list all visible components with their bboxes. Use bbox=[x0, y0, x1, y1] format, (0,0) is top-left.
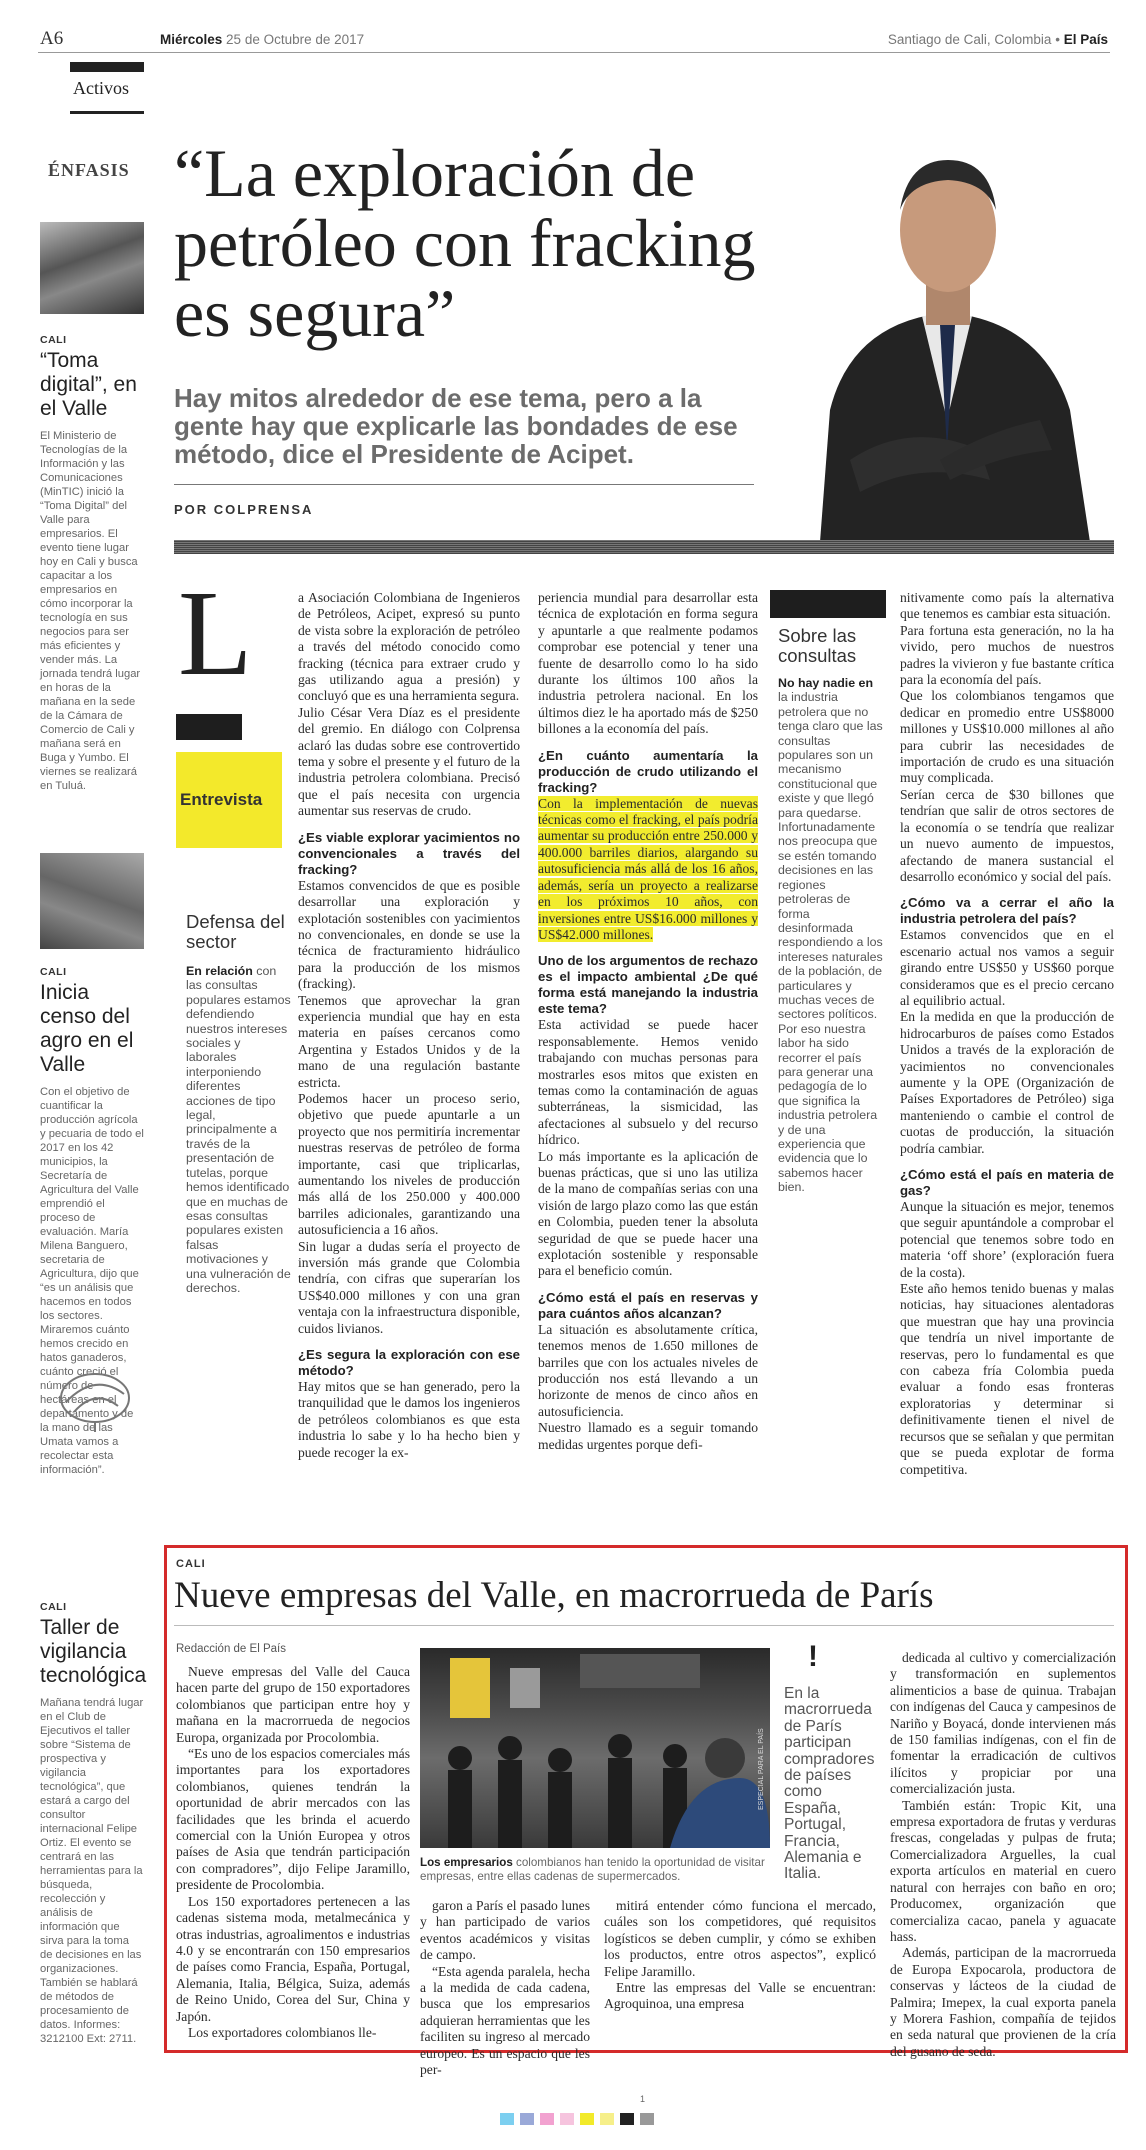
dropcap-bar bbox=[176, 714, 242, 740]
article-paragraph: Estamos convencidos que en el escenario actual nos vamos a seguir girando entre US$50 y US$60 porque consideramos que es el precio cercano al equilibrio actual. bbox=[900, 927, 1114, 1008]
interview-question: ¿Es segura la exploración con ese método? bbox=[298, 1347, 520, 1379]
article-paragraph: “Esta agenda paralela, hecha a la medida de cada cadena, busca que los empresarios adquieran herramientas que les faciliten su ingreso al mercado europeo. Es un espacio que les per- bbox=[420, 1963, 590, 2078]
section-thick-rule bbox=[174, 540, 1114, 554]
sidebar-item-2 bbox=[40, 965, 144, 1476]
sidebar-label: ÉNFASIS bbox=[48, 160, 130, 180]
interview-question: ¿Cómo está el país en reservas y para cuántos años alcanzan? bbox=[538, 1289, 758, 1321]
caption-text: colombianos han tenido la oportunidad de visitar empresas, entre ellas cadenas de supermercados. bbox=[420, 1856, 765, 1883]
article-paragraph: Nueve empresas del Valle del Cauca hacen parte del grupo de 150 exportadores colombianos que participan entre hoy y mañana en la macrorrueda de negocios Europa, organizada por Procolombia. bbox=[176, 1664, 410, 1745]
article-paragraph: Esta actividad se puede hacer responsablemente. Hemos venido trabajando con muchas personas para mostrarles esos mitos que existen en temas como la contaminación de aguas subterráneas, la sismicidad, las afectaciones al subsuelo y del recurso hídrico. bbox=[538, 1017, 758, 1148]
color-bar-cyan bbox=[500, 2113, 514, 2125]
article-paragraph: dedicada al cultivo y comercialización y transformación en suplementos alimenticios a base de quinua. Trabajan con indígenas del Cauca y campesinos de Nariño y Boyacá, donde intervienen más de 150 familias indígenas, con el fin de fomentar la erradicación de cultivos ilícitos y propiciar por una comercialización justa. bbox=[890, 1650, 1116, 1797]
box-consultas-title: Sobre las consultas bbox=[778, 625, 857, 666]
masthead-dot: • bbox=[1055, 32, 1060, 47]
article-paragraph: Nuestro llamado es a seguir tomando medidas urgentes porque defi- bbox=[538, 1420, 758, 1452]
article-paragraph: Hay mitos que se han generado, pero la tranquilidad que le damos los ingenieros de petróleos colombianos es que esta industria lo sabe y lo ha hecho bien y puede recoger la ex- bbox=[298, 1379, 520, 1460]
article-paragraph: a Asociación Colombiana de Ingenieros de Petróleos, Acipet, expresó su punto de vista sobre la exploración de petróleo a través del método conocido como fracking (técnica para extraer crudo y gas utilizando agua a presión) y concluyó que es una herramienta segura. bbox=[298, 590, 520, 704]
article-paragraph: Lo más importante es la aplicación de buenas prácticas, que si uno las utiliza de la mano de compañías serias con una visión de largo plazo como las que están en Colombia, pueden tener la absoluta seguridad de que se puede hacer una explotación sostenible y responsable para el beneficio común. bbox=[538, 1148, 758, 1279]
article-paragraph: Los exportadores colombianos lle- bbox=[188, 2024, 377, 2040]
interview-question: ¿Cómo está el país en materia de gas? bbox=[900, 1167, 1114, 1198]
article-paragraph: periencia mundial para desarrollar esta técnica de explotación en forma segura y apuntarle a que realmente podamos comprobar ese potencial y tener una fuente de desarrollo como lo ha sido durante los últimos 100 años la industria petrolera nacional. En los últimos diez le ha aportado más de $250 billones a la economía del país. bbox=[538, 590, 758, 737]
masthead-city: Santiago de Cali, Colombia bbox=[887, 32, 1052, 47]
box-consultas-body: la industria petrolera que no tenga claro que las consultas populares son un mecanismo constitucional que existe y que llegó para quedarse. Infortunadamente nos preocupa que se estén tomando decisiones en las regiones petroleras de forma desinformada respondiendo a los intereses naturales de la población, de particulares y muchas veces de sectores políticos. Por eso nuestra labor ha sido recorrer el país para generar una pedagogía de lo que significa la industria petrolera y de una experiencia que evidencia que lo sabemos hacer bien. bbox=[778, 690, 883, 1195]
color-bar-pink bbox=[560, 2113, 574, 2125]
highlighted-text: Con la implementación de nuevas técnicas como el fracking, el país podría aumentar su producción entre 250.000 y 400.000 barriles diarios, alargando su autosuficiencia más allá de los 16 años, además, sería un proyecto a realizarse en los próximos 10 años, con inversiones entre US$16.000 millones y US$42.000 millones. bbox=[538, 795, 758, 942]
main-col-3 bbox=[900, 590, 1114, 1502]
box-consultas-lead: No hay nadie en bbox=[778, 676, 874, 690]
second-headline-rule bbox=[174, 1625, 1114, 1626]
article-paragraph: Sin lugar a dudas sería el proyecto de inversión más grande que Colombia tendría, con cifras que superarían los US$40.000 millones y con una gran ventaja con la infraestructura disponible, cuidos livianos. bbox=[298, 1238, 520, 1336]
masthead-rule bbox=[38, 52, 1110, 53]
second-kicker: CALI bbox=[176, 1558, 206, 1570]
article-paragraph: Entre las empresas del Valle se encuentran: Agroquinoa, una empresa bbox=[604, 1980, 876, 2012]
satellite-dish-icon bbox=[52, 1362, 138, 1434]
masthead-location bbox=[888, 32, 1108, 47]
drop-cap: L bbox=[178, 566, 253, 701]
article-paragraph: Los 150 exportadores pertenecen a las cadenas sistema moda, metalmecánica y otras industrias, agroalimentos e industrias 4.0 y se encontrarán con 150 empresarios de países como Francia, España, Portugal, Alemania, Italia, Bélgica, Suiza, además de Reino Unido, Corea del Sur, China y Japón. bbox=[176, 1893, 410, 2024]
article-paragraph: Este año hemos tenido buenas y malas noticias, hay situaciones alentadoras que muestran que hay una provincia que tendría un nivel importante de reservas, pero lo fundamental es que con cabeza fría Colombia pueda evaluar a fondo esas fronteras exploratorias y determinar si definitivamente tienen el nivel de recursos que se señalan y que permitan que se pueda explotar de forma competitiva. bbox=[900, 1281, 1114, 1477]
color-bar-blue bbox=[520, 2113, 534, 2125]
second-col-4 bbox=[890, 1650, 1116, 2059]
interview-question: ¿En cuánto aumentaría la producción de crudo utilizando el fracking? bbox=[538, 747, 758, 795]
sidebar-title: Taller de vigilancia tecnológica bbox=[40, 1616, 147, 1687]
interview-question: Uno de los argumentos de rechazo es el impacto ambiental ¿De qué forma está manejando la industria este tema? bbox=[538, 953, 758, 1017]
article-paragraph: Aunque la situación es mejor, tenemos que seguir apuntándole a comprobar el potencial que tenemos sobre todo en materia ‘off shore’ (exploración fuera de la costa). bbox=[900, 1199, 1114, 1280]
masthead-day: Miércoles bbox=[160, 32, 223, 47]
color-bar-magenta bbox=[540, 2113, 554, 2125]
article-paragraph: Julio César Vera Díaz es el presidente del gremio. En diálogo con Colprensa aclaró las dudas sobre ese controvertido tema y sobre el presente y el futuro de la industria petrolera colombiana. Precisó que el país necesita con urgencia aumentar sus reservas de crudo. bbox=[298, 704, 520, 819]
masthead-paper: El País bbox=[1063, 32, 1108, 47]
article-paragraph: Para fortuna esta generación, no la ha vivido, pero muchos de nuestros padres la vivieron y fue bastante crítica para la economía del país. bbox=[900, 622, 1114, 688]
sidebar-kicker: CALI bbox=[40, 966, 67, 978]
article-paragraph: Serían cerca de $30 billones que tendrían que salir de otros sectores de la economía o se tendría que realizar un nuevo aumento de impuestos, afectando de manera sustancial el desarrollo económico y social del país. bbox=[900, 786, 1114, 884]
second-col-1 bbox=[176, 1664, 410, 2044]
page-number: A6 bbox=[40, 28, 64, 49]
entrevista-tag: Entrevista bbox=[176, 752, 282, 848]
sidebar-body: Con el objetivo de cuantificar la producción agrícola y pecuaria de todo el 2017 en los 42 municipios, la Secretaría de Agricultura del Valle emprendió el proceso de evaluación. María Milena Banguero, secretaria de Agricultura, dijo que “es un análisis que hacemos en todos los sectores. Miraremos cuánto hemos crecido en hatos ganaderos, cuánto creció el número de hectáreas en el departamento y de la mano de las Umata vamos a recolectar esta información”. bbox=[40, 1086, 144, 1476]
article-paragraph: Que los colombianos tengamos que dedicar en promedio entre US$8000 millones y US$10.000 millones al año para cubrir las necesidades de importación de crudo es una situación muy complicada. bbox=[900, 688, 1114, 786]
color-bar-gray bbox=[640, 2113, 654, 2125]
box-consultas-text bbox=[778, 676, 884, 1195]
article-paragraph: En la medida en que la producción de hidrocarburos de países como Estados Unidos a través de la exploración de yacimientos no convencionales aumente y la OPE (Organización de Países Exportadores de Petróleo) siga manteniendo o cambie el control de cuotas de producción, la situación podría cambiar. bbox=[900, 1009, 1114, 1156]
sidebar-item-3 bbox=[40, 1600, 147, 2070]
side-quote-mark: ! bbox=[808, 1640, 818, 1673]
sidebar-photo-1 bbox=[40, 222, 144, 314]
article-paragraph: Estamos convencidos de que es posible desarrollar una exploración y explotación sostenibles con yacimientos no convencionales, en donde se use la técnica de fracturamiento hidráulico para la producción de los mismos (fracking). bbox=[298, 877, 520, 992]
main-headline: “La exploración de petróleo con fracking es segura” bbox=[174, 135, 756, 351]
box-defensa-title: Defensa del sector bbox=[186, 911, 285, 952]
article-paragraph: nitivamente como país la alternativa que tenemos es cambiar esta situación. bbox=[900, 590, 1114, 622]
box-defensa-lead: En relación bbox=[186, 964, 253, 978]
sidebar-title: Inicia censo del agro en el Valle bbox=[40, 981, 134, 1076]
color-bar-lightyellow bbox=[600, 2113, 614, 2125]
second-col-2 bbox=[420, 1898, 590, 2078]
second-col-3 bbox=[604, 1898, 876, 2038]
color-bar-yellow bbox=[580, 2113, 594, 2125]
sidebar-kicker: CALI bbox=[40, 1601, 67, 1613]
interview-question: ¿Es viable explorar yacimientos no convencionales a través del fracking? bbox=[298, 829, 520, 877]
article-paragraph: “Es uno de los espacios comerciales más importantes para los exportadores colombianos, quienes tendrán la oportunidad de abrir mercados con las facilidades que les brinda el acuerdo comercial con la Unión Europea y otros países de Asia que tendrán participación con compradores”, dijo Felipe Jaramillo, presidente de Procolombia. bbox=[176, 1746, 410, 1893]
main-deck: Hay mitos alrededor de ese tema, pero a la gente hay que explicarle las bondades de ese método, dice el Presidente de Acipet. bbox=[174, 383, 738, 469]
article-paragraph: Tenemos que aprovechar la gran experiencia mundial que hay en esta materia en países cercanos como Argentina y Estados Unidos y de la mano de una regulación bastante estricta. bbox=[298, 992, 520, 1090]
portrait-illustration bbox=[790, 120, 1105, 542]
second-byline: Redacción de El País bbox=[176, 1643, 286, 1655]
deck-rule bbox=[174, 484, 754, 485]
color-bar-black bbox=[620, 2113, 634, 2125]
box-consultas-bar bbox=[770, 590, 886, 618]
interviewee-photo bbox=[790, 120, 1105, 542]
photo-illustration bbox=[420, 1648, 770, 1848]
article-paragraph: También están: Tropic Kit, una empresa exportadora de frutas y verduras frescas, congeladas y pulpas de fruta; Comercializadora Arguelles, la cual exporta artículos en material en cuero natural con herrajes con baño en oro; Producomex, organización que comercializa cacao, panela y aguacate hass. bbox=[890, 1797, 1116, 1944]
photo-caption bbox=[420, 1856, 770, 1884]
side-quote: En la macrorrueda de París participan compradores de países como España, Portugal, Francia, Alemania e Italia. bbox=[784, 1685, 875, 1883]
article-paragraph bbox=[538, 796, 758, 944]
box-defensa-text bbox=[186, 964, 292, 1304]
sidebar-kicker: CALI bbox=[40, 334, 67, 346]
caption-lead: Los empresarios bbox=[420, 1856, 513, 1869]
sidebar-item-1 bbox=[40, 333, 144, 792]
second-headline: Nueve empresas del Valle, en macrorrueda de París bbox=[174, 1575, 934, 1616]
article-paragraph: Podemos hacer un proceso serio, objetivo que puede apuntarle a un proyecto que nos permitiría incrementar nuestras reservas de petróleo de forma importante, casi que triplicarlas, aumentando los niveles de producción más allá de los 250.000 y 400.000 barriles adicionales, garantizando una autosuficiencia a 16 años. bbox=[298, 1090, 520, 1238]
article-paragraph: mitirá entender cómo funciona el mercado, cuáles son los competidores, qué requisitos logísticos se deben cumplir, y cómo se exhiben los productos, entre otros aspectos”, explicó Felipe Jaramillo. bbox=[604, 1898, 876, 1979]
sidebar-photo-2 bbox=[40, 853, 144, 949]
interview-question: ¿Cómo va a cerrar el año la industria petrolera del país? bbox=[900, 895, 1114, 927]
sidebar-body: El Ministerio de Tecnologías de la Información y las Comunicaciones (MinTIC) inició la “Toma Digital” del Valle para empresarios. El evento tiene lugar hoy en Cali y busca capacitar a los empresarios en cómo incorporar la tecnología en sus negocios para ser más eficientes y vender más. La jornada tendrá lugar en horas de la mañana en la sede de la Cámara de Comercio de Cali y mañana será en Buga y Yumbo. El viernes se realizará en Tuluá. bbox=[40, 430, 141, 792]
page-marker: 1 bbox=[640, 2094, 646, 2104]
sidebar-body: Mañana tendrá lugar en el Club de Ejecutivos el taller sobre “Sistema de prospectiva y vigilancia tecnológica”, que estará a cargo del consultor internacional Felipe Ortiz. El evento se centrará en las herramientas para la búsqueda, recolección y análisis de información que sirva para la toma de decisiones en las organizaciones. También se hablará de métodos de procesamiento de datos. Informes: 3212100 Ext: 2711. bbox=[40, 1697, 144, 2045]
article-paragraph: garon a París el pasado lunes y han participado de varios eventos académicos y visitas de campo. bbox=[420, 1898, 590, 1963]
article-paragraph: La situación es absolutamente crítica, tenemos menos de 1.650 millones de barriles que con los actuales niveles de producción nos está llevando a un horizonte de menos de cinco años en autosuficiencia. bbox=[538, 1321, 758, 1419]
main-col-1 bbox=[298, 590, 520, 1502]
masthead-date-text: 25 de Octubre de 2017 bbox=[226, 32, 365, 47]
masthead-date bbox=[160, 32, 364, 47]
second-photo bbox=[420, 1648, 770, 1848]
main-byline: POR COLPRENSA bbox=[174, 502, 314, 517]
main-col-2 bbox=[538, 590, 758, 1502]
sidebar-title: “Toma digital”, en el Valle bbox=[40, 349, 137, 420]
article-paragraph: Además, participan de la macrorrueda de Europa Expocarola, productora de conservas y lácteos de la ciudad de Palmira; Imepex, la cual exporta panela y Morera Fashion, compañía de tejidos en seda natural que provienen de la cría del gusano de seda. bbox=[890, 1945, 1116, 2059]
box-defensa-body: con las consultas populares estamos defendiendo nuestros intereses sociales y laborales interponiendo diferentes acciones de tipo legal, principalmente a través de la presentación de tutelas, porque hemos identificado que en muchas de esas consultas populares existen falsas motivaciones y una vulneración de derechos. bbox=[186, 964, 291, 1295]
section-label: Activos bbox=[73, 78, 129, 98]
photo-credit: ESPECIAL PARA EL PAÍS bbox=[758, 1728, 765, 1810]
